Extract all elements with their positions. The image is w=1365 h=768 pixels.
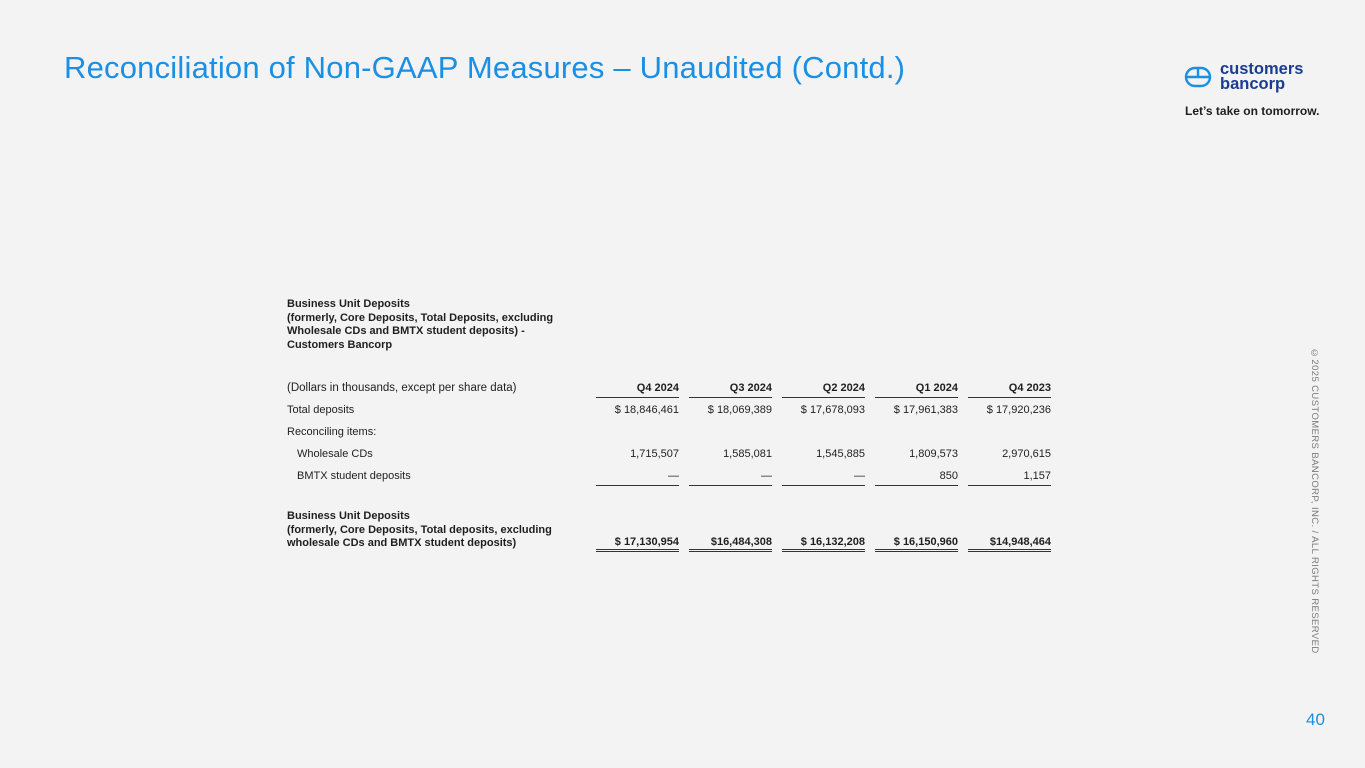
table-heading-line: (formerly, Core Deposits, Total Deposits, excluding [287, 311, 554, 324]
column-header: Q4 2023 [968, 382, 1051, 398]
table-row-total-deposits [287, 404, 1054, 420]
units-label: (Dollars in thousands, except per share data) [287, 382, 517, 394]
table-cell: 1,545,885 [816, 448, 865, 460]
copyright-notice: ©2025 CUSTOMERS BANCORP, INC. / ALL RIGHTS RESERVED [1309, 348, 1320, 654]
page-number: 40 [1306, 710, 1325, 729]
table-cell: 1,585,081 [723, 448, 772, 460]
logo-text [1220, 62, 1303, 92]
table-cell: — [689, 470, 772, 486]
table-cell: $ 17,678,093 [800, 404, 865, 416]
table-row-business-unit-deposits-total [287, 510, 1054, 554]
table-cell: $ 18,846,461 [614, 404, 679, 416]
table-cell: $ 17,961,383 [893, 404, 958, 416]
table-heading-line: Business Unit Deposits [287, 298, 410, 310]
row-label-line: wholesale CDs and BMTX student deposits) [287, 537, 517, 549]
reconciliation-table [287, 298, 1054, 549]
row-label: Total deposits [287, 404, 355, 416]
page-title: Reconciliation of Non-GAAP Measures – Unaudited (Contd.) [64, 50, 906, 85]
table-row-reconciling-items [287, 426, 1054, 442]
company-logo [1184, 62, 1303, 92]
table-row-wholesale-cds [287, 448, 1054, 464]
logo-line-1: customers [1220, 60, 1304, 78]
row-label-line: Business Unit Deposits [287, 510, 410, 522]
row-label [287, 510, 587, 551]
table-heading [287, 298, 577, 352]
table-cell: — [596, 470, 679, 486]
table-cell: 1,715,507 [630, 448, 679, 460]
table-cell: $14,948,464 [968, 536, 1051, 552]
table-cell: $16,484,308 [689, 536, 772, 552]
table-cell: $ 16,150,960 [875, 536, 958, 552]
row-label: Reconciling items: [287, 426, 377, 438]
table-cell: $ 17,130,954 [596, 536, 679, 552]
table-heading-line: Customers Bancorp [287, 338, 393, 351]
table-cell: 1,157 [968, 470, 1051, 486]
column-header: Q4 2024 [596, 382, 679, 398]
table-cell: $ 18,069,389 [707, 404, 772, 416]
table-cell: — [782, 470, 865, 486]
row-label-line: (formerly, Core Deposits, Total deposits, excluding [287, 523, 552, 536]
table-cell: 2,970,615 [1002, 448, 1051, 460]
table-heading-line: Wholesale CDs and BMTX student deposits) - [287, 325, 525, 337]
row-label: BMTX student deposits [297, 470, 411, 482]
logo-line-2: bancorp [1220, 75, 1286, 93]
column-header: Q1 2024 [875, 382, 958, 398]
customers-bancorp-logo-icon [1184, 63, 1212, 91]
row-label: Wholesale CDs [297, 448, 373, 460]
tagline: Let’s take on tomorrow. [1185, 104, 1320, 118]
table-cell: 850 [875, 470, 958, 486]
column-header-row [287, 382, 1054, 398]
table-cell: $ 17,920,236 [986, 404, 1051, 416]
column-header: Q2 2024 [782, 382, 865, 398]
table-row-bmtx-student-deposits [287, 470, 1054, 486]
column-header: Q3 2024 [689, 382, 772, 398]
table-cell: 1,809,573 [909, 448, 958, 460]
table-cell: $ 16,132,208 [782, 536, 865, 552]
